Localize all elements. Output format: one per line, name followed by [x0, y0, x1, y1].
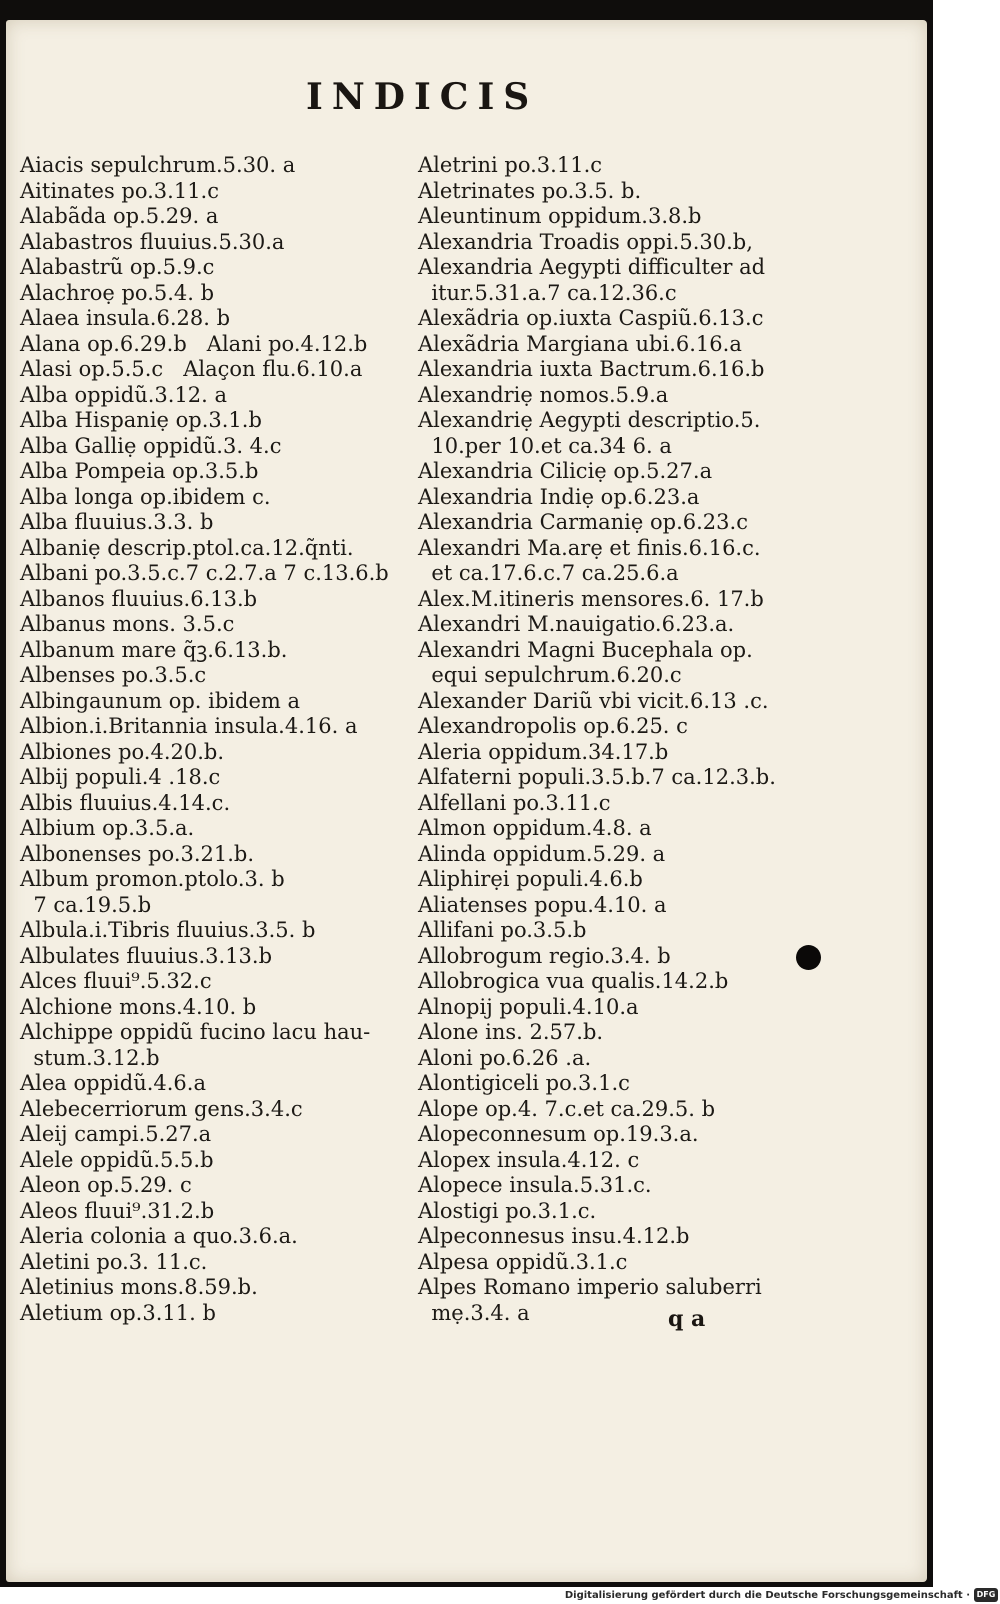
index-entry: Alasi op.5.5.c Alaçon flu.6.10.a — [20, 357, 363, 381]
index-entry: Aleos fluui⁹.31.2.b — [20, 1198, 215, 1223]
index-entry: Alabãda op.5.29. a — [20, 204, 219, 228]
index-entry: Allifani po.3.5.b — [418, 918, 587, 942]
signature-mark: q a — [668, 1306, 706, 1332]
index-entry: Albingaunum op. ibidem a — [20, 688, 300, 713]
index-entry: Alba fluuius.3.3. b — [20, 510, 214, 534]
index-entry: Alpeconnesus insu.4.12.b — [418, 1224, 690, 1248]
dfg-logo: DFG — [974, 1588, 998, 1602]
index-entry: Alba Pompeia op.3.5.b — [20, 459, 259, 483]
index-entry: Alchippe oppidũ fucino lacu hau- — [20, 1020, 371, 1044]
index-entry: Albonenses po.3.21.b. — [20, 841, 255, 866]
index-entry: Alontigiceli po.3.1.c — [418, 1071, 630, 1095]
index-entry: Aleuntinum oppidum.3.8.b — [418, 204, 702, 228]
index-column-left — [20, 153, 420, 1326]
index-entry: Albanos fluuius.6.13.b — [20, 586, 258, 611]
index-entry: Alba Hispaniẹ op.3.1.b — [20, 408, 262, 432]
index-entry: Alnopij populi.4.10.a — [418, 994, 639, 1019]
index-entry: Albanum mare q̃ꝫ.6.13.b. — [20, 637, 288, 662]
index-entry: Aleij campi.5.27.a — [20, 1122, 212, 1146]
index-entry: Alba longa op.ibidem c. — [20, 484, 271, 509]
index-entry: Alachroẹ po.5.4. b — [20, 280, 215, 305]
index-entry: Allobrogica vua qualis.14.2.b — [418, 969, 729, 993]
index-entry: Alex.M.itineris mensores.6. 17.b — [418, 586, 764, 611]
index-entry: Albula.i.Tibris fluuius.3.5. b — [20, 918, 316, 942]
index-entry: Alexandria iuxta Bactrum.6.16.b — [418, 357, 765, 381]
index-entry: Alope op.4. 7.c.et ca.29.5. b — [418, 1096, 716, 1121]
index-entry: Aleria oppidum.34.17.b — [418, 739, 669, 764]
index-entry: Albis fluuius.4.14.c. — [20, 790, 231, 815]
index-entry: Alpes Romano imperio saluberri — [418, 1275, 762, 1299]
index-entry: Alinda oppidum.5.29. a — [418, 841, 666, 866]
index-entry: Alfellani po.3.11.c — [418, 790, 611, 815]
index-entry: Alaea insula.6.28. b — [20, 306, 231, 330]
index-column-right — [418, 153, 818, 1326]
index-entry: Alba oppidũ.3.12. a — [20, 382, 228, 407]
index-entry: Albaniẹ descrip.ptol.ca.12.q̃nti. — [20, 535, 354, 560]
index-entry: Aletium op.3.11. b — [20, 1300, 216, 1325]
index-entry: Alexandria Indiẹ op.6.23.a — [418, 484, 700, 509]
index-entry: Aletrinates po.3.5. b. — [418, 178, 642, 203]
index-entry: Album promon.ptolo.3. b — [20, 867, 285, 891]
index-entry: Alexandriẹ Aegypti descriptio.5. — [418, 408, 761, 432]
index-entry: Alexãdria op.iuxta Caspiũ.6.13.c — [418, 306, 764, 330]
index-entry: Alexandria Troadis oppi.5.30.b, — [418, 229, 753, 254]
index-entry: Aitinates po.3.11.c — [20, 178, 219, 203]
index-entry: Alele oppidũ.5.5.b — [20, 1147, 214, 1172]
index-entry: Alexandri Ma.arẹ et finis.6.16.c. — [418, 535, 761, 560]
index-entry: Alopeconnesum op.19.3.a. — [418, 1122, 699, 1146]
index-entry: Aleria colonia a quo.3.6.a. — [20, 1224, 298, 1248]
digitization-credit: Digitalisierung gefördert durch die Deutsche Forschungsgemeinschaft · — [564, 1590, 970, 1601]
index-entry: Alexandri M.nauigatio.6.23.a. — [418, 612, 735, 636]
index-entry: Allobrogum regio.3.4. b — [418, 943, 671, 968]
index-entry: Aiacis sepulchrum.5.30. a — [20, 153, 296, 177]
index-entry: Aliatenses popu.4.10. a — [418, 892, 667, 917]
index-entry: Alone ins. 2.57.b. — [418, 1020, 604, 1044]
index-entry: Albulates fluuius.3.13.b — [20, 943, 273, 968]
index-entry: Alces fluui⁹.5.32.c — [20, 969, 212, 993]
index-entry: Alexandropolis op.6.25. c — [418, 714, 688, 738]
index-entry: Albani po.3.5.c.7 c.2.7.a 7 c.13.6.b — [20, 561, 389, 585]
index-entry: Alopece insula.5.31.c. — [418, 1173, 652, 1197]
index-entry: Aliphirẹi populi.4.6.b — [418, 867, 643, 891]
index-entry: mẹ.3.4. a — [418, 1300, 530, 1325]
index-entry: Alexandria Ciliciẹ op.5.27.a — [418, 459, 713, 483]
index-entry: Aletini po.3. 11.c. — [20, 1249, 208, 1274]
index-entry: Alabastrũ op.5.9.c — [20, 255, 215, 279]
index-entry: Albanus mons. 3.5.c — [20, 612, 235, 636]
index-entry: Alostigi po.3.1.c. — [418, 1198, 597, 1223]
index-entry: Alexander Dariũ vbi vicit.6.13 .c. — [418, 688, 769, 713]
index-entry: Alexandria Carmaniẹ op.6.23.c — [418, 510, 748, 534]
index-entry: Aletinius mons.8.59.b. — [20, 1275, 258, 1299]
index-entry: Albium op.3.5.a. — [20, 816, 195, 840]
index-entry: Alana op.6.29.b Alani po.4.12.b — [20, 331, 368, 356]
index-entry: Alabastros fluuius.5.30.a — [20, 229, 285, 254]
index-entry: Alexãdria Margiana ubi.6.16.a — [418, 331, 742, 356]
book-page — [6, 20, 927, 1582]
index-entry: Alpesa oppidũ.3.1.c — [418, 1249, 628, 1274]
index-entry: 7 ca.19.5.b — [20, 892, 152, 917]
page-header: INDICIS — [306, 76, 539, 118]
index-entry: Alebecerriorum gens.3.4.c — [20, 1096, 303, 1121]
index-entry: Alfaterni populi.3.5.b.7 ca.12.3.b. — [418, 765, 776, 789]
ink-blot — [796, 945, 821, 970]
index-entry: Aloni po.6.26 .a. — [418, 1045, 592, 1070]
index-entry: 10.per 10.et ca.34 6. a — [418, 433, 672, 458]
index-entry: Albij populi.4 .18.c — [20, 765, 221, 789]
index-entry: et ca.17.6.c.7 ca.25.6.a — [418, 561, 679, 585]
index-entry: Almon oppidum.4.8. a — [418, 816, 652, 840]
index-entry: Aleon op.5.29. c — [20, 1173, 192, 1197]
index-entry: Alexandria Aegypti difficulter ad — [418, 255, 766, 279]
index-entry: itur.5.31.a.7 ca.12.36.c — [418, 280, 677, 305]
index-entry: Alea oppidũ.4.6.a — [20, 1071, 206, 1095]
index-entry: Alba Galliẹ oppidũ.3. 4.c — [20, 433, 282, 458]
index-entry: Albion.i.Britannia insula.4.16. a — [20, 714, 358, 738]
index-entry: Albenses po.3.5.c — [20, 663, 207, 687]
index-entry: Alchione mons.4.10. b — [20, 994, 257, 1019]
index-entry: Alopex insula.4.12. c — [418, 1147, 640, 1172]
index-entry: stum.3.12.b — [20, 1045, 160, 1070]
index-entry: equi sepulchrum.6.20.c — [418, 663, 682, 687]
index-entry: Alexandriẹ nomos.5.9.a — [418, 382, 669, 407]
index-entry: Aletrini po.3.11.c — [418, 153, 603, 177]
index-entry: Albiones po.4.20.b. — [20, 739, 225, 764]
index-entry: Alexandri Magni Bucephala op. — [418, 637, 753, 662]
